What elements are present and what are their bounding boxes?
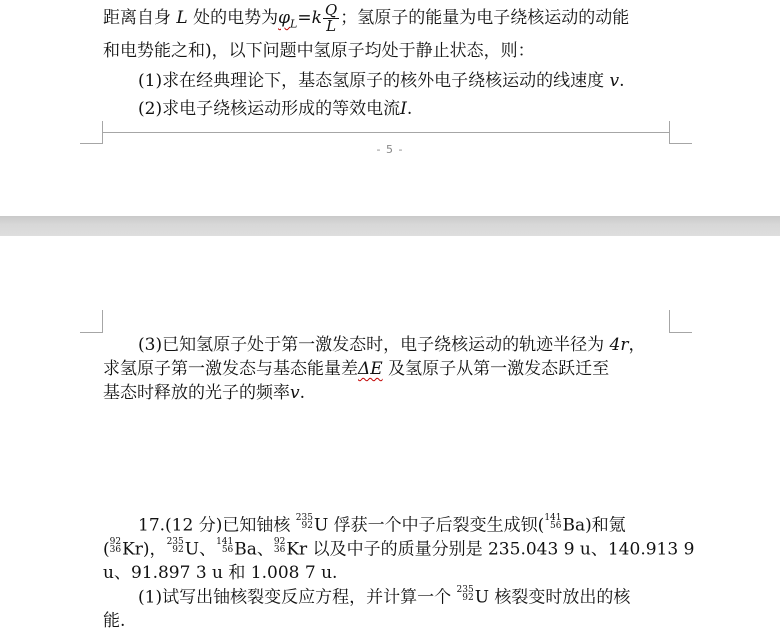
- mass-number: 235: [166, 537, 184, 547]
- text-span: (3)已知氢原子处于第一激发态时，电子绕核运动的轨迹半径为: [138, 335, 605, 355]
- math-subscript: L: [290, 17, 298, 31]
- math-operator: =: [297, 8, 312, 28]
- atomic-number: 36: [273, 545, 286, 555]
- mass-number: 92: [109, 537, 122, 547]
- text-span: U 核裂变时放出的核: [474, 587, 631, 608]
- text-span: (2)求电子绕核运动形成的等效电流: [138, 99, 401, 119]
- mass-number: 235: [456, 585, 474, 595]
- text-span: (: [103, 539, 110, 560]
- math-variable: v: [290, 383, 300, 403]
- text-span: 17.(12 分)已知铀核: [138, 515, 291, 536]
- text-span: 处的电势为: [193, 8, 279, 28]
- text-span: U、: [184, 539, 217, 560]
- text-line: 和电势能之和)，以下问题中氢原子均处于静止状态，则：: [103, 41, 535, 61]
- math-fraction: [323, 3, 339, 34]
- mass-number: 141: [216, 537, 234, 547]
- isotope-notation: [167, 538, 184, 554]
- potential-formula: [278, 8, 298, 31]
- math-variable: ΔE: [358, 359, 383, 379]
- text-span: .: [619, 71, 625, 91]
- text-line: [103, 382, 305, 404]
- document-page-6: [0, 236, 780, 639]
- text-span: U 俘获一个中子后裂变生成钡(: [313, 515, 545, 536]
- atomic-number: 92: [172, 545, 184, 555]
- atomic-number: 92: [462, 593, 474, 603]
- text-span: (1)试写出铀核裂变反应方程，并计算一个: [138, 587, 452, 608]
- isotope-notation: [274, 538, 285, 554]
- atomic-number: 56: [221, 545, 234, 555]
- isotope-notation: [216, 538, 233, 554]
- fraction-denominator: L: [326, 17, 337, 35]
- text-span: Ba)和氪: [562, 515, 626, 536]
- text-line: [103, 3, 629, 35]
- margin-corner-mark: [669, 121, 692, 144]
- text-span: Kr 以及中子的质量分别是 235.043 9 u、140.913 9: [286, 539, 695, 560]
- question-17-part-1: [138, 586, 630, 608]
- text-span: ，: [628, 335, 646, 355]
- atomic-number: 92: [301, 521, 313, 531]
- math-variable: v: [609, 71, 620, 91]
- fraction-numerator: Q: [324, 1, 338, 19]
- text-line: u、91.897 3 u 和 1.008 7 u.: [103, 563, 338, 583]
- text-span: .: [299, 383, 306, 403]
- text-span: 及氢原子从第一激发态跃迁至: [388, 359, 610, 379]
- text-span: 基态时释放的光子的频率: [103, 383, 290, 403]
- question-1: [138, 70, 625, 92]
- text-span: .: [406, 99, 413, 119]
- text-span: Kr)，: [122, 539, 167, 560]
- question-17: [138, 514, 626, 536]
- isotope-notation: [457, 586, 474, 602]
- page-gap: [0, 216, 780, 236]
- mass-number: 235: [295, 513, 313, 523]
- mass-number: 92: [273, 537, 286, 547]
- text-span: Ba、: [234, 539, 274, 560]
- text-span: 求氢原子第一激发态与基态能量差: [103, 359, 358, 379]
- atomic-number: 56: [550, 521, 562, 531]
- question-2: [138, 98, 412, 120]
- margin-corner-mark: [669, 310, 692, 333]
- footer-separator: [103, 132, 669, 133]
- text-span: ；氢原子的能量为电子绕核运动的动能: [340, 8, 630, 28]
- isotope-notation: [110, 538, 121, 554]
- math-variable: k: [311, 8, 322, 28]
- margin-corner-mark: [80, 310, 103, 333]
- document-page-5: [0, 0, 780, 216]
- math-variable: L: [176, 8, 188, 28]
- question-3: [138, 334, 645, 356]
- atomic-number: 36: [109, 545, 122, 555]
- math-variable: φ: [278, 8, 291, 28]
- math-variable: 4r: [609, 335, 629, 355]
- margin-corner-mark: [80, 121, 103, 144]
- isotope-notation: [296, 514, 313, 530]
- text-line: 能.: [103, 611, 126, 631]
- text-line: [103, 358, 609, 380]
- page-number: - 5 -: [376, 143, 404, 156]
- mass-number: 141: [544, 513, 562, 523]
- math-variable: I: [400, 99, 407, 119]
- text-line: [103, 538, 694, 560]
- isotope-notation: [544, 514, 561, 530]
- text-span: (1)求在经典理论下，基态氢原子的核外电子绕核运动的线速度: [138, 71, 605, 91]
- text-span: 距离自身: [103, 8, 171, 28]
